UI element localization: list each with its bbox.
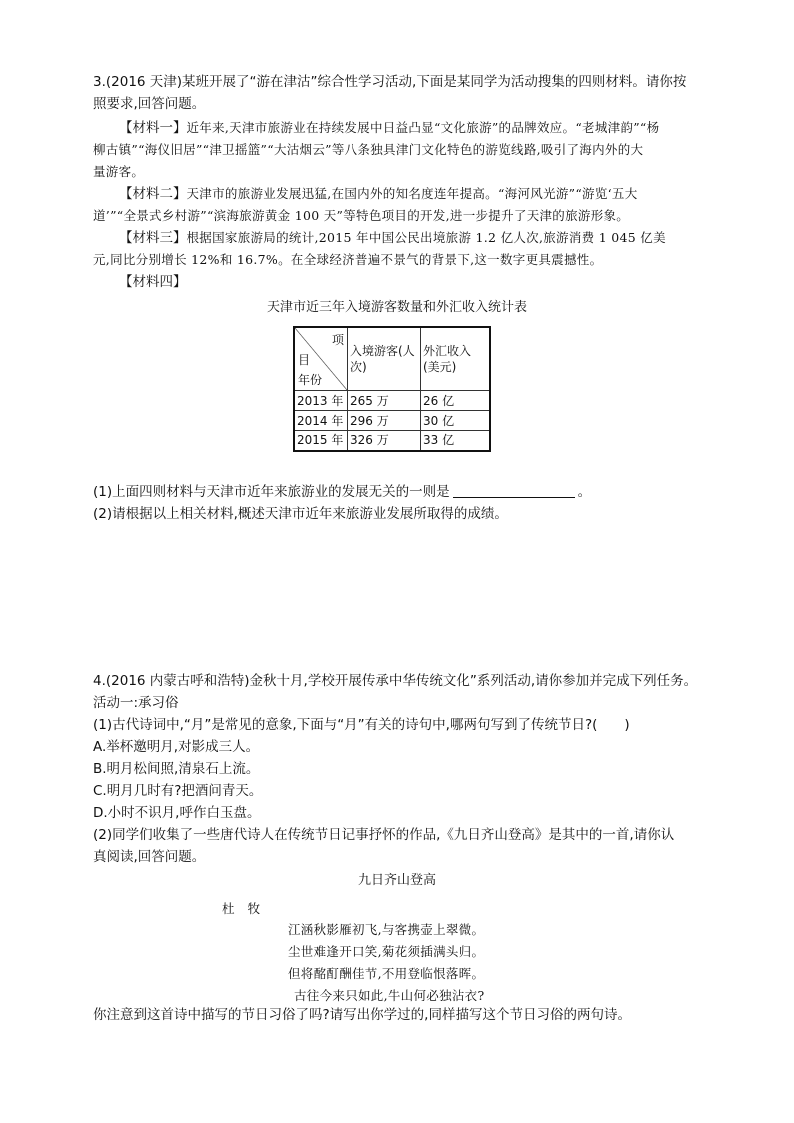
col-header-tourists: 入境游客(人次): [348, 327, 421, 391]
material-1: [119, 118, 659, 138]
table-corner-cell: [294, 327, 348, 391]
cell-year: 2013 年: [294, 391, 348, 411]
q3-intro-line1: 3.(2016 天津)某班开展了“游在津沽”综合性学习活动,下面是某同学为活动搜集的四则材料。请你按: [93, 74, 687, 90]
option-d: D.小时不识月,呼作白玉盘。: [93, 805, 261, 821]
stats-table: [293, 326, 491, 452]
material-3-text-line1: 根据国家旅游局的统计,2015 年中国公民出境旅游 1.2 亿人次,旅游消费 1 045 亿美: [186, 230, 666, 245]
q3-sub1: [93, 482, 591, 502]
corner-label-bottom: 年份: [298, 373, 323, 387]
corner-label-mid: 目: [298, 353, 311, 367]
q4-activity: 活动一:承习俗: [93, 695, 179, 711]
corner-label-top: 项: [331, 333, 344, 347]
material-1-label: 【材料一】: [119, 120, 187, 136]
cell-tourists: 265 万: [348, 391, 421, 411]
table-row: [294, 411, 490, 431]
table-row: [294, 391, 490, 411]
q3-intro-line2: 照要求,回答问题。: [93, 96, 206, 112]
material-1-text-line2: 柳古镇”“海仪旧居”“津卫摇篮”“大沽烟云”等八条独具津门文化特色的游览线路,吸引了海内外的大: [93, 142, 644, 157]
cell-tourists: 326 万: [348, 431, 421, 451]
material-2-label: 【材料二】: [119, 186, 187, 202]
material-3-text-line2: 元,同比分别增长 12%和 16.7%。在全球经济普遍不景气的背景下,这一数字更具震撼性。: [93, 252, 603, 267]
material-2: [119, 184, 638, 204]
cell-year: 2014 年: [294, 411, 348, 431]
poem-title: 九日齐山登高: [357, 873, 436, 888]
q3-sub1-end: 。: [577, 484, 592, 500]
answer-blank[interactable]: [453, 483, 575, 498]
material-1-text-line3: 量游客。: [93, 164, 145, 179]
col-header-income: 外汇收入(美元): [421, 327, 491, 391]
table-title: 天津市近三年入境游客数量和外汇收入统计表: [266, 300, 527, 315]
material-2-text-line2: 道’”“全景式乡村游”“滨海旅游黄金 100 天”等特色项目的开发,进一步提升了天津的旅游形象。: [93, 208, 630, 223]
material-1-text-line1: 近年来,天津市旅游业在持续发展中日益凸显“文化旅游”的品牌效应。“老城津韵”“杨: [186, 120, 660, 135]
poem-line: 古往今来只如此,牛山何必独沾衣?: [294, 988, 485, 1003]
material-2-text-line1: 天津市的旅游业发展迅猛,在国内外的知名度连年提高。“海河风光游”“游览‘五大: [186, 186, 638, 201]
q4-sub1: (1)古代诗词中,“月”是常见的意象,下面与“月”有关的诗句中,哪两句写到了传统节日?( ): [93, 717, 630, 733]
poem-author: 杜 牧: [222, 901, 261, 916]
table-row: [294, 431, 490, 451]
material-3-label: 【材料三】: [119, 230, 187, 246]
cell-year: 2015 年: [294, 431, 348, 451]
option-b: B.明月松间照,清泉石上流。: [93, 761, 260, 777]
q4-sub2-line1: (2)同学们收集了一些唐代诗人在传统节日记事抒怀的作品,《九日齐山登高》是其中的一首,请你认: [93, 827, 675, 843]
q4-intro: 4.(2016 内蒙古呼和浩特)金秋十月,学校开展传承中华传统文化”系列活动,请你参加并完成下列任务。: [93, 673, 698, 689]
table-header-row: [294, 327, 490, 391]
option-a: A.举杯邀明月,对影成三人。: [93, 739, 260, 755]
material-4-label: 【材料四】: [119, 274, 187, 290]
cell-income: 33 亿: [421, 431, 491, 451]
q4-sub2-line2: 真阅读,回答问题。: [93, 849, 206, 865]
cell-income: 26 亿: [421, 391, 491, 411]
poem-line: 尘世难逢开口笑,菊花须插满头归。: [288, 944, 485, 959]
q4-final-question: 你注意到这首诗中描写的节日习俗了吗?请写出你学过的,同样描写这个节日习俗的两句诗。: [93, 1007, 631, 1023]
q3-sub2: (2)请根据以上相关材料,概述天津市近年来旅游业发展所取得的成绩。: [93, 506, 508, 522]
option-c: C.明月几时有?把酒问青天。: [93, 783, 263, 799]
q3-sub1-text: (1)上面四则材料与天津市近年来旅游业的发展无关的一则是: [93, 484, 450, 500]
material-3: [119, 228, 666, 248]
cell-tourists: 296 万: [348, 411, 421, 431]
poem-line: 但将酩酊酬佳节,不用登临恨落晖。: [288, 966, 485, 981]
poem-line: 江涵秋影雁初飞,与客携壶上翠微。: [288, 922, 485, 937]
cell-income: 30 亿: [421, 411, 491, 431]
